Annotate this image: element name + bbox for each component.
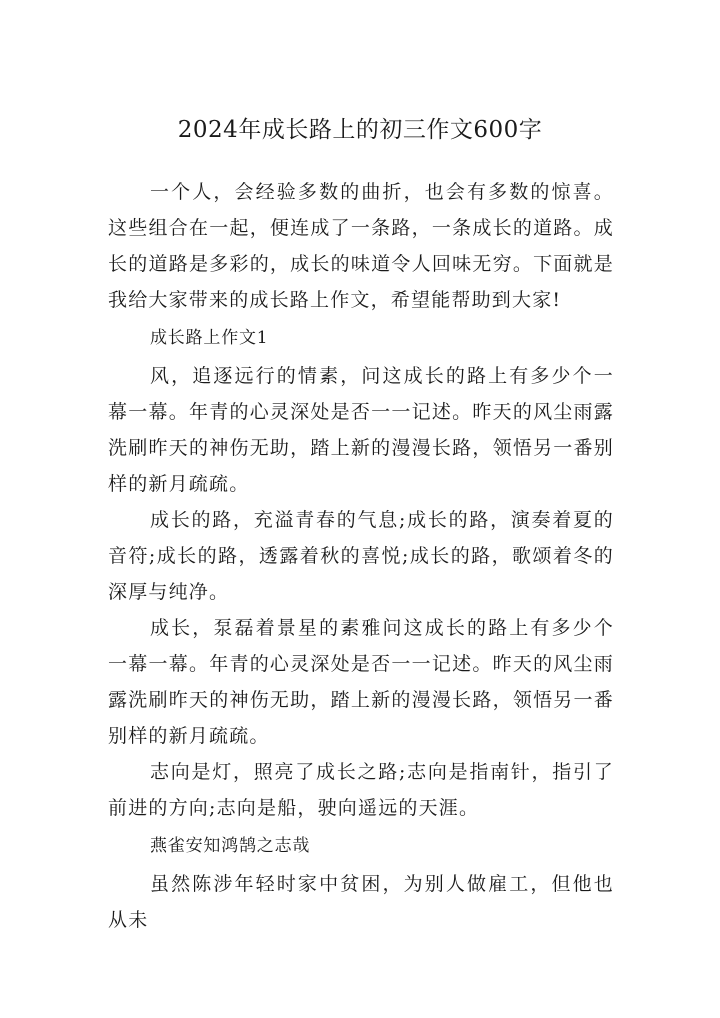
body-paragraph: 成长，泵磊着景星的素雅问这成长的路上有多少个一幕一幕。年青的心灵深处是否一一记述。昨天的风尘雨露洗刷昨天的神伤无助，踏上新的漫漫长路，领悟另一番别样的新月疏疏。 xyxy=(108,617,614,747)
document-body xyxy=(108,174,614,938)
document-title: 2024年成长路上的初三作文600字 xyxy=(177,117,543,143)
body-paragraph: 志向是灯，照亮了成长之路;志向是指南针，指引了前进的方向;志向是船，驶向遥远的天涯。 xyxy=(108,761,614,819)
body-paragraph: 虽然陈涉年轻时家中贫困，为别人做雇工，但他也从未 xyxy=(108,873,614,931)
body-paragraph: 成长的路，充溢青春的气息;成长的路，演奏着夏的音符;成长的路，透露着秋的喜悦;成长的路，歌颂着冬的深厚与纯净。 xyxy=(108,509,614,603)
body-paragraph: 风，追逐远行的情素，问这成长的路上有多少个一幕一幕。年青的心灵深处是否一一记述。昨天的风尘雨露洗刷昨天的神伤无助，踏上新的漫漫长路，领悟另一番别样的新月疏疏。 xyxy=(108,365,614,495)
section-heading: 燕雀安知鸿鹄之志哉 xyxy=(150,836,311,856)
intro-paragraph: 一个人，会经验多数的曲折，也会有多数的惊喜。这些组合在一起，便连成了一条路，一条成长的道路。成长的道路是多彩的，成长的味道令人回味无穷。下面就是我给大家带来的成长路上作文，希望能帮助到大家! xyxy=(108,181,614,311)
section-heading: 成长路上作文1 xyxy=(150,328,269,348)
